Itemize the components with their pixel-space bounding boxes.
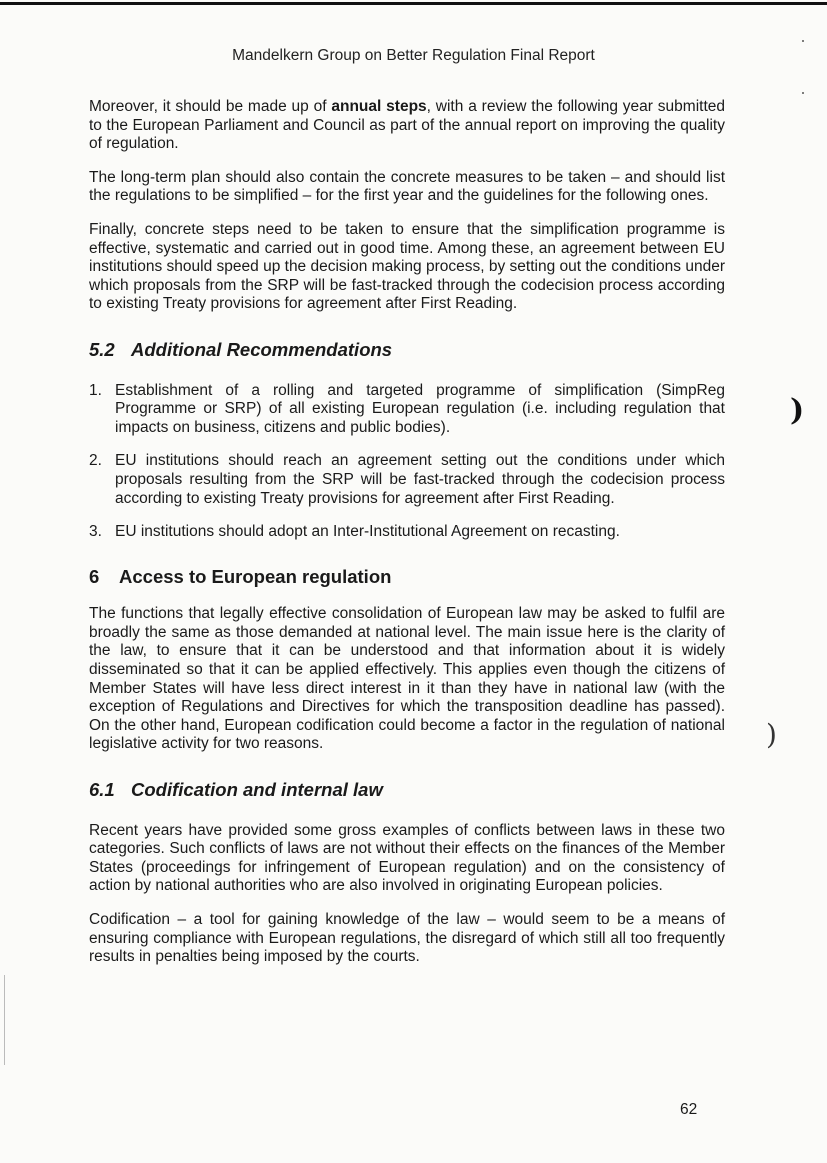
- recommendation-text: EU institutions should adopt an Inter-Institutional Agreement on recasting.: [115, 523, 620, 541]
- section-6-1-paragraph-1: Recent years have provided some gross examples of conflicts between laws in these two categories. Such conflicts of laws are not without their effects on the finances of the Member States (proceedings for infringement of European regulation) and on the consistency of action by national authorities who are also involved in originating European policies.: [89, 821, 725, 895]
- section-6-1-paragraph-2: Codification – a tool for gaining knowledge of the law – would seem to be a means of ensuring compliance with European regulations, the disregard of which still all too frequently results in penalties being imposed by the courts.: [89, 911, 725, 966]
- intro-p1-pre: Moreover, it should be made up of: [89, 98, 332, 115]
- recommendation-text: EU institutions should reach an agreement setting out the conditions under which proposals resulting from the SRP will be fast-tracked through the codecision process according to existing Treaty provisions for agreement after First Reading.: [115, 452, 725, 507]
- section-6-1-heading: [89, 781, 725, 800]
- page-number: 62: [680, 1101, 698, 1118]
- recommendation-number: 1.: [89, 381, 102, 399]
- section-6-paragraph: The functions that legally effective consolidation of European law may be asked to fulfil are broadly the same as those demanded at national level. The main issue here is the clarity of the law, to ensure that it can be understood and that information about it is widely disseminated so that it can be applied effectively. This applies even though the citizens of Member States will have less direct interest in it than they have in national law (with the exception of Regulations and Directives for which the transposition deadline has passed). On the other hand, European codification could become a factor in the regulation of national legislative activity for two reasons.: [89, 605, 725, 753]
- section-6-1-number: 6.1: [89, 779, 115, 801]
- running-header: Mandelkern Group on Better Regulation Final Report: [232, 47, 595, 64]
- intro-p1-post: , with a review the following year submitted to the European Parliament and Council as part of the annual report on improving the quality of regulation.: [89, 98, 725, 153]
- binding-hole-mark-icon: ): [790, 393, 805, 428]
- intro-paragraph-3: Finally, concrete steps need to be taken to ensure that the simplification programme is effective, systematic and carried out in good time. Among these, an agreement between EU institutions should speed up the decision making process, by setting out the conditions under which proposals from the SRP will be fast-tracked through the codecision process according to existing Treaty provisions for agreement after First Reading.: [89, 220, 725, 313]
- section-6-heading: [89, 565, 725, 587]
- intro-p1-bold: annual steps: [331, 98, 427, 115]
- section-5-2-heading: [89, 338, 725, 360]
- recommendation-number: 3.: [89, 523, 102, 541]
- section-5-2-title: Additional Recommendations: [131, 338, 393, 360]
- scan-speck: [802, 40, 804, 42]
- recommendation-item: [89, 452, 725, 508]
- scan-edge-line: [4, 975, 5, 1065]
- intro-paragraph-2: The long-term plan should also contain the concrete measures to be taken – and should list the regulations to be simplified – for the first year and the guidelines for the following ones.: [89, 168, 725, 205]
- page-body: [89, 98, 725, 982]
- binding-hole-mark-icon: ): [766, 718, 777, 751]
- recommendation-number: 2.: [89, 452, 102, 470]
- recommendation-text: Establishment of a rolling and targeted programme of simplification (SimpReg Programme or SRP) of all existing European regulation (i.e. including regulation that impacts on business, citizens and public bodies).: [115, 381, 725, 436]
- recommendation-item: [89, 523, 725, 542]
- recommendations-list: [89, 382, 725, 542]
- recommendation-item: [89, 382, 725, 438]
- top-border-rule: [0, 2, 827, 5]
- section-6-title: Access to European regulation: [119, 565, 392, 587]
- section-6-1-title: Codification and internal law: [131, 779, 383, 801]
- scan-speck: [802, 92, 804, 94]
- intro-paragraph-1: [89, 98, 725, 154]
- section-6-number: 6: [89, 565, 100, 587]
- section-5-2-number: 5.2: [89, 338, 115, 360]
